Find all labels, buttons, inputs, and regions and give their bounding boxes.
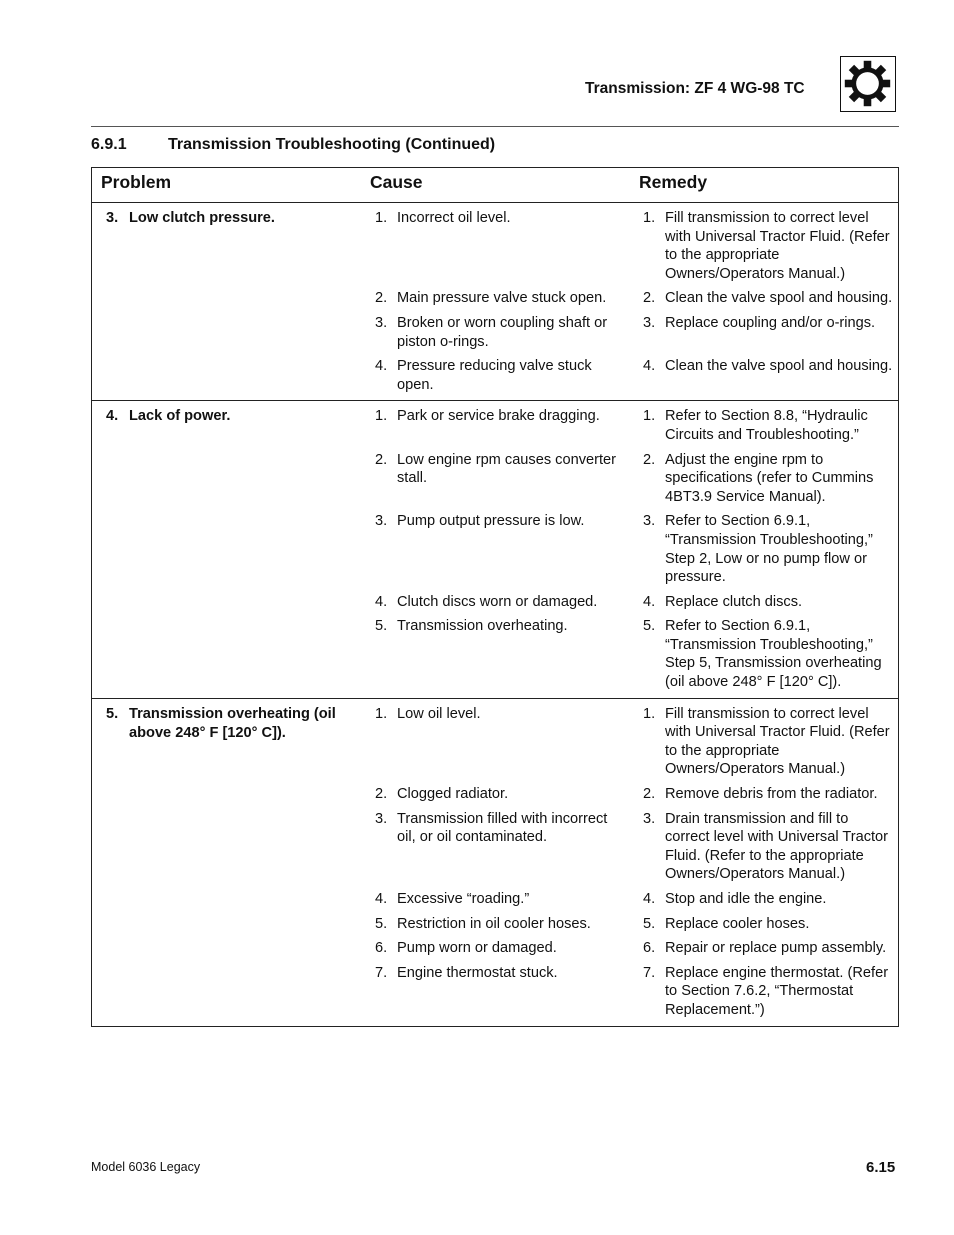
remedy-cell	[630, 314, 898, 351]
remedy-number: 1.	[643, 705, 656, 722]
header-cause: Cause	[370, 172, 423, 192]
remedy-cell	[630, 451, 898, 507]
remedy-number: 1.	[643, 408, 656, 425]
header-divider	[91, 126, 899, 127]
cause-cell	[361, 407, 630, 444]
remedy-text: Fill transmission to correct level with Universal Tractor Fluid. (Refer to the appropriate Owners/Operators Manual.)	[665, 210, 890, 282]
problem-group	[92, 401, 898, 698]
cause-number: 2.	[375, 786, 388, 803]
cause-text: Pump worn or damaged.	[397, 940, 557, 957]
header-problem: Problem	[101, 172, 172, 192]
cause-cell	[361, 705, 630, 779]
remedy-cell	[630, 964, 898, 1020]
table-body	[92, 203, 898, 1026]
remedy-number: 4.	[643, 593, 656, 610]
cause-cell	[361, 939, 630, 958]
problem-text: Low clutch pressure.	[129, 210, 275, 226]
remedy-number: 2.	[643, 451, 656, 468]
cause-number: 6.	[375, 940, 388, 957]
remedy-text: Stop and idle the engine.	[665, 891, 827, 907]
remedy-text: Replace cooler hoses.	[665, 915, 810, 932]
remedy-text: Replace coupling and/or o-rings.	[665, 314, 876, 331]
cause-cell	[361, 964, 630, 1020]
remedy-number: 3.	[643, 810, 656, 827]
remedy-cell	[630, 939, 898, 958]
remedy-number: 7.	[643, 964, 656, 981]
section-title: Transmission Troubleshooting (Continued)	[168, 136, 496, 153]
table-row	[361, 289, 898, 308]
cause-number: 4.	[375, 358, 388, 375]
cause-cell	[361, 785, 630, 804]
problem-text: Transmission overheating (oil above 248° F [120° C]).	[129, 705, 336, 741]
remedy-text: Adjust the engine rpm to specifications (refer to Cummins 4BT3.9 Service Manual).	[665, 451, 874, 505]
remedy-text: Clean the valve spool and housing.	[665, 358, 893, 375]
header-remedy: Remedy	[639, 172, 708, 192]
remedy-number: 3.	[643, 314, 656, 331]
cause-text: Engine thermostat stuck.	[397, 964, 558, 981]
troubleshooting-table	[91, 167, 899, 1027]
cause-text: Main pressure valve stuck open.	[397, 290, 607, 307]
table-row	[361, 964, 898, 1020]
table-header	[92, 168, 898, 203]
remedy-text: Refer to Section 6.9.1, “Transmission Troubleshooting,” Step 2, Low or no pump flow or pressure.	[665, 513, 873, 586]
remedy-text: Refer to Section 8.8, “Hydraulic Circuits and Troubleshooting.”	[665, 408, 868, 443]
remedy-cell	[630, 810, 898, 884]
gear-icon	[840, 56, 896, 112]
table-row	[361, 939, 898, 958]
table-row	[361, 407, 898, 444]
page-number: 6.15	[866, 1159, 896, 1176]
remedy-number: 4.	[643, 891, 656, 907]
cause-number: 3.	[375, 810, 388, 827]
table-row	[361, 451, 898, 507]
cause-text: Excessive “roading.”	[397, 891, 530, 907]
remedy-text: Replace clutch discs.	[665, 593, 803, 610]
problem-group	[92, 699, 898, 1026]
cause-text: Park or service brake dragging.	[397, 408, 600, 425]
problem-number: 5.	[106, 705, 119, 722]
remedy-cell	[630, 593, 898, 612]
cause-text: Clogged radiator.	[397, 786, 509, 803]
section-heading	[91, 136, 495, 154]
cause-text: Pressure reducing valve stuck open.	[397, 358, 592, 393]
remedy-cell	[630, 915, 898, 934]
cause-text: Incorrect oil level.	[397, 210, 511, 226]
cause-text: Broken or worn coupling shaft or piston o-rings.	[397, 314, 608, 350]
remedy-text: Clean the valve spool and housing.	[665, 290, 893, 307]
page-header-title: Transmission: ZF 4 WG-98 TC	[585, 80, 805, 97]
remedy-number: 4.	[643, 358, 656, 375]
section-number: 6.9.1	[91, 136, 127, 153]
remedy-cell	[630, 289, 898, 308]
cause-cell	[361, 810, 630, 884]
remedy-cell	[630, 357, 898, 394]
problem-cell	[92, 699, 361, 1026]
remedy-text: Replace engine thermostat. (Refer to Section 7.6.2, “Thermostat Replacement.”)	[665, 964, 889, 1018]
cause-cell	[361, 314, 630, 351]
cause-number: 1.	[375, 408, 388, 425]
remedy-cell	[630, 890, 898, 909]
problem-cell	[92, 401, 361, 697]
cause-number: 3.	[375, 513, 388, 530]
remedy-text: Repair or replace pump assembly.	[665, 940, 887, 957]
remedy-cell	[630, 407, 898, 444]
remedy-number: 1.	[643, 210, 656, 226]
remedy-number: 5.	[643, 915, 656, 932]
cause-text: Transmission filled with incorrect oil, or oil contaminated.	[397, 810, 608, 846]
table-row	[361, 593, 898, 612]
cause-cell	[361, 617, 630, 691]
table-row	[361, 512, 898, 586]
remedy-cell	[630, 209, 898, 283]
remedy-text: Refer to Section 6.9.1, “Transmission Troubleshooting,” Step 5, Transmission overheating (oil above 248° F [120° C]).	[665, 618, 882, 691]
cause-remedy-list	[361, 401, 898, 697]
cause-number: 4.	[375, 891, 388, 907]
cause-number: 4.	[375, 593, 388, 610]
cause-text: Transmission overheating.	[397, 618, 568, 635]
table-row	[361, 915, 898, 934]
cause-cell	[361, 593, 630, 612]
cause-cell	[361, 512, 630, 586]
cause-text: Restriction in oil cooler hoses.	[397, 915, 591, 932]
cause-text: Low oil level.	[397, 705, 481, 722]
cause-remedy-list	[361, 699, 898, 1026]
problem-cell	[92, 203, 361, 400]
problem-number: 3.	[106, 210, 119, 226]
cause-cell	[361, 357, 630, 394]
cause-number: 3.	[375, 314, 388, 331]
table-row	[361, 705, 898, 779]
remedy-cell	[630, 617, 898, 691]
cause-number: 2.	[375, 451, 388, 468]
cause-number: 1.	[375, 705, 388, 722]
table-row	[361, 810, 898, 884]
cause-text: Clutch discs worn or damaged.	[397, 593, 598, 610]
remedy-text: Drain transmission and fill to correct level with Universal Tractor Fluid. (Refer to the appropriate Owners/Operators Manual.)	[665, 810, 889, 883]
problem-number: 4.	[106, 408, 119, 425]
cause-number: 5.	[375, 915, 388, 932]
remedy-number: 5.	[643, 618, 656, 635]
problem-text: Lack of power.	[129, 408, 231, 425]
remedy-cell	[630, 512, 898, 586]
remedy-number: 2.	[643, 786, 656, 803]
cause-number: 1.	[375, 210, 388, 226]
cause-text: Pump output pressure is low.	[397, 513, 585, 530]
table-row	[361, 785, 898, 804]
cause-cell	[361, 289, 630, 308]
cause-remedy-list	[361, 203, 898, 400]
cause-cell	[361, 915, 630, 934]
cause-cell	[361, 451, 630, 507]
cause-number: 7.	[375, 964, 388, 981]
cause-number: 2.	[375, 290, 388, 307]
table-row	[361, 314, 898, 351]
footer-model: Model 6036 Legacy	[91, 1160, 201, 1174]
remedy-number: 3.	[643, 513, 656, 530]
table-row	[361, 209, 898, 283]
cause-cell	[361, 890, 630, 909]
cause-number: 5.	[375, 618, 388, 635]
table-row	[361, 357, 898, 394]
table-row	[361, 890, 898, 909]
table-row	[361, 617, 898, 691]
remedy-cell	[630, 785, 898, 804]
cause-cell	[361, 209, 630, 283]
remedy-number: 6.	[643, 940, 656, 957]
remedy-text: Fill transmission to correct level with Universal Tractor Fluid. (Refer to the appropriate Owners/Operators Manual.)	[665, 705, 890, 778]
remedy-cell	[630, 705, 898, 779]
remedy-number: 2.	[643, 290, 656, 307]
remedy-text: Remove debris from the radiator.	[665, 786, 878, 803]
cause-text: Low engine rpm causes converter stall.	[397, 451, 617, 487]
problem-group	[92, 203, 898, 401]
